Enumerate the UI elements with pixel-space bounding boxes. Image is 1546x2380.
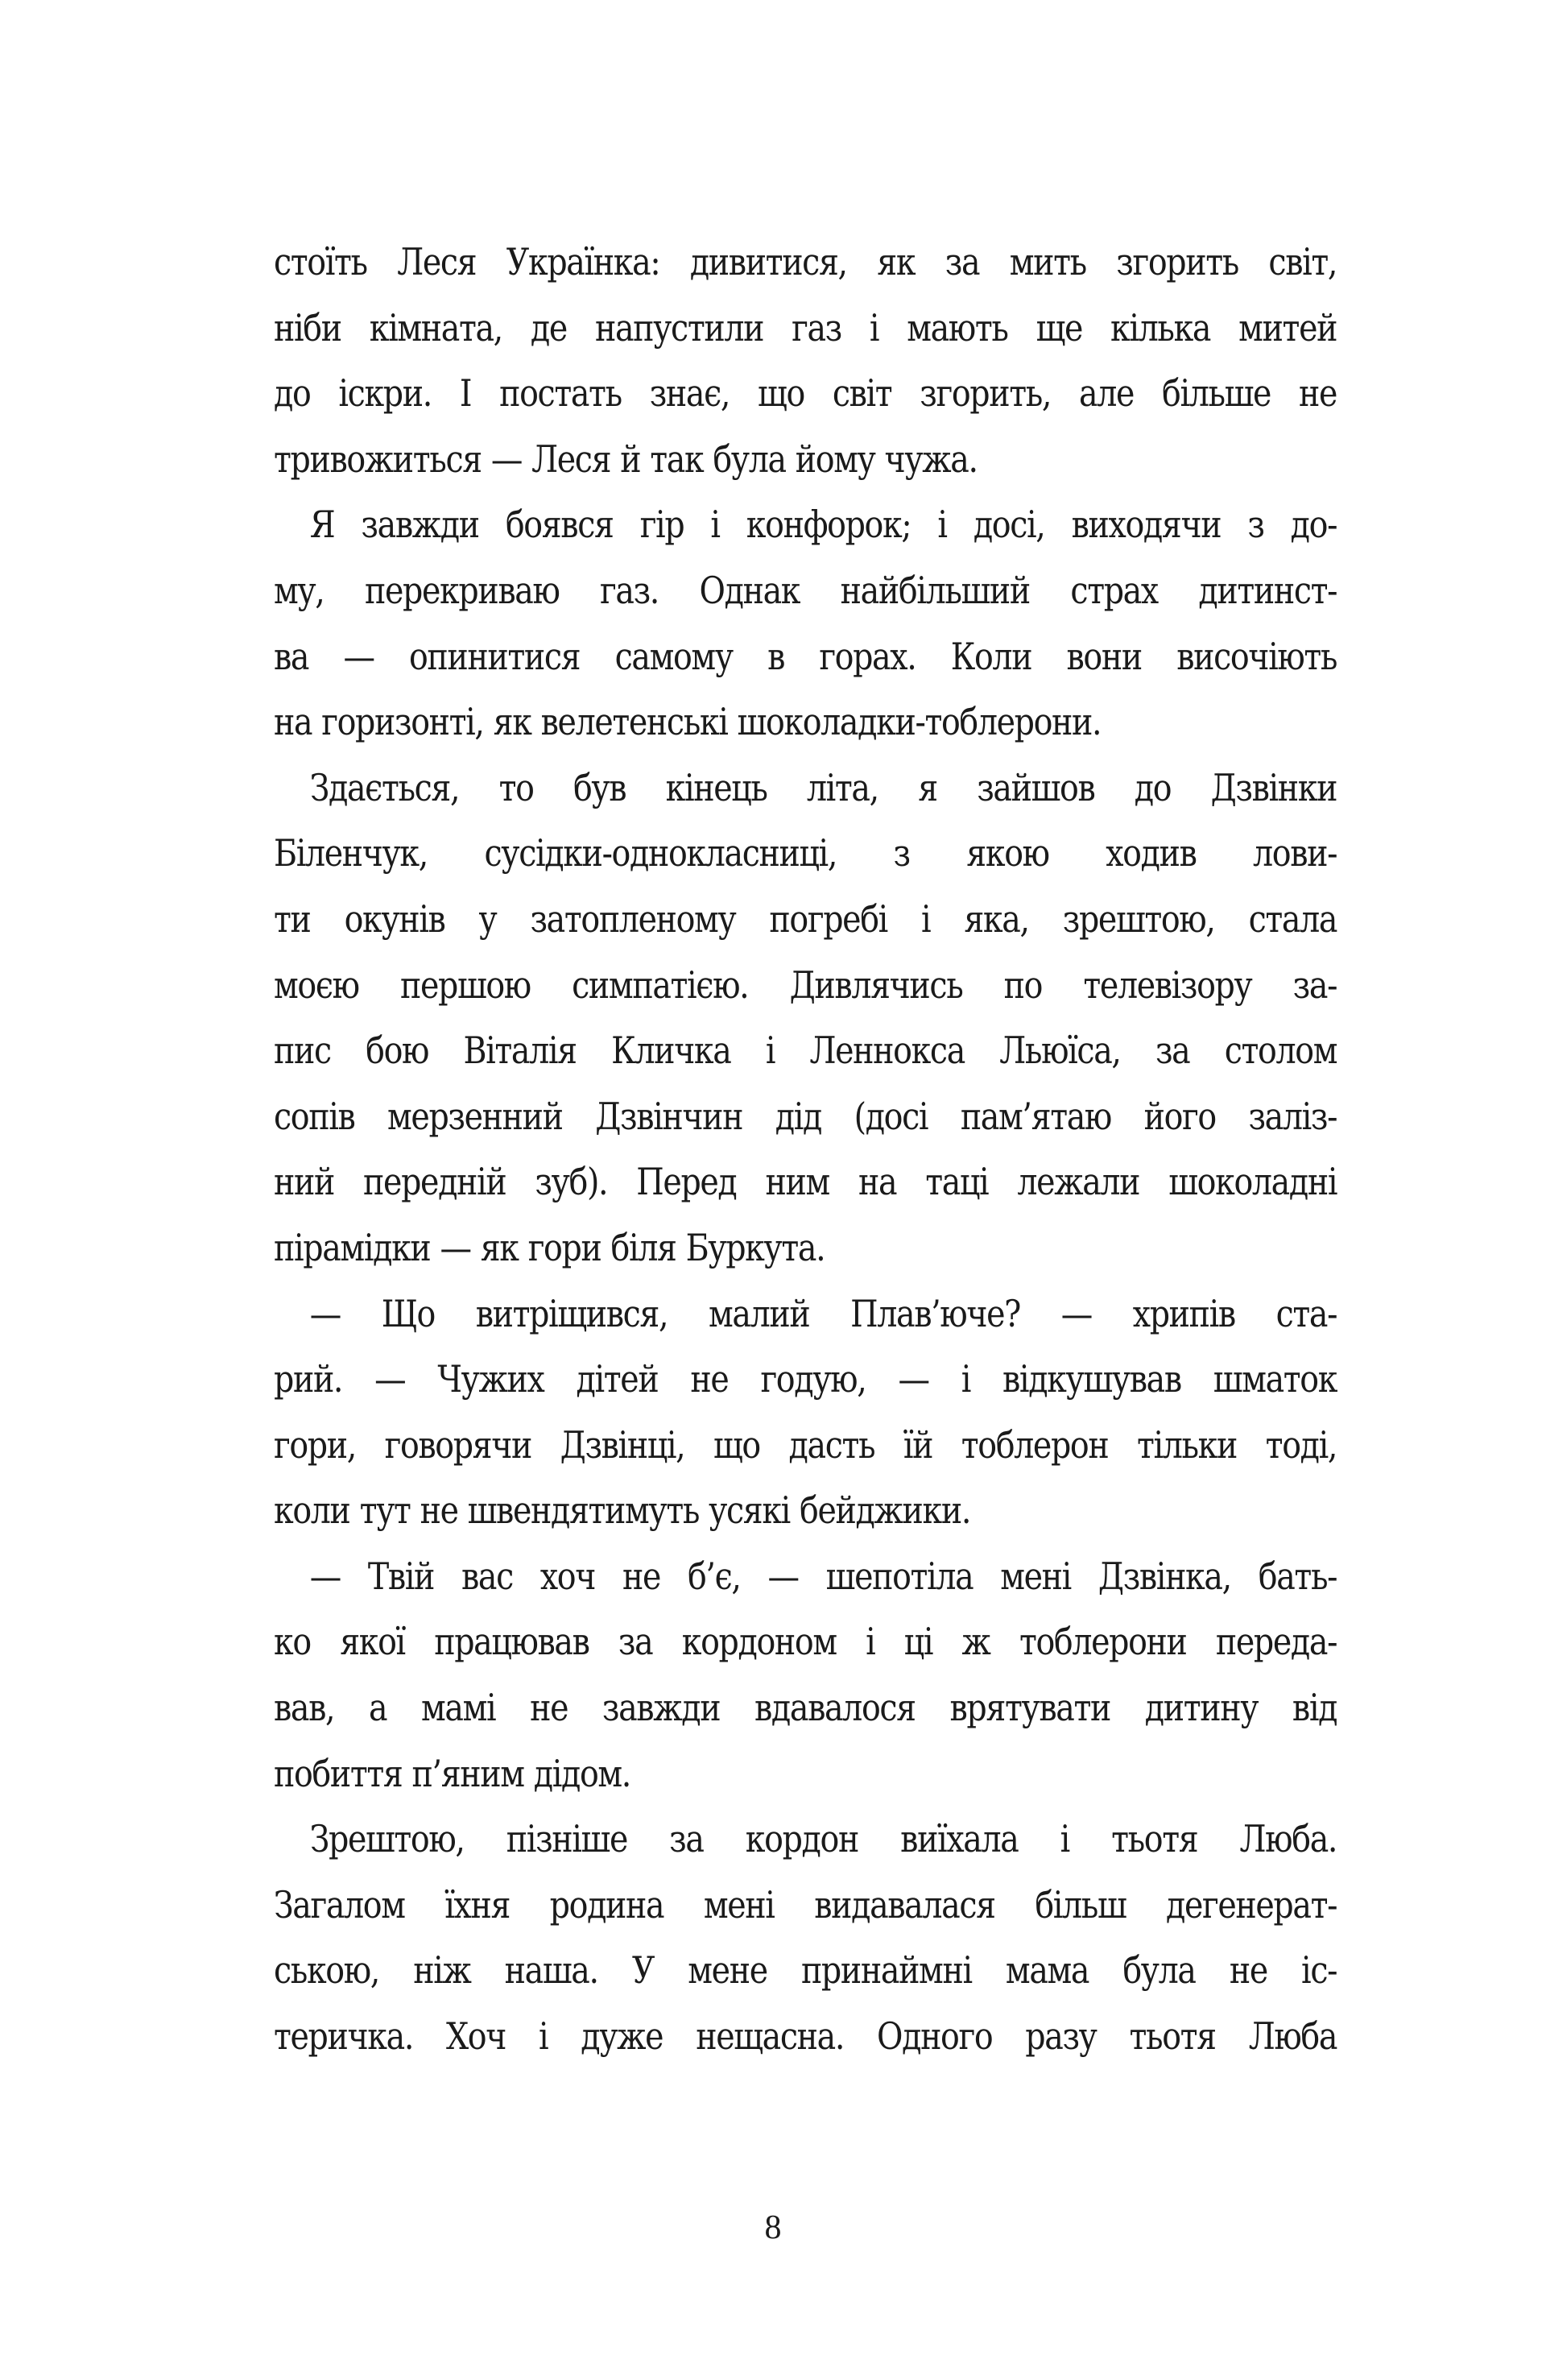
text-line: Загалом їхня родина мені видавалася більш дегенерат- (274, 1882, 1337, 1927)
paragraph (274, 492, 1337, 755)
paragraph (274, 1807, 1337, 2069)
text-line: пірамідки — як гори біля Буркута. (274, 1225, 825, 1269)
text-line: ською, ніж наша. У мене принаймні мама була не іс- (274, 1948, 1337, 1993)
text-line: — Що витріщився, малий Плав’юче? — хрипів ста- (309, 1291, 1337, 1335)
text-line: Я завжди боявся гір і конфорок; і досі, виходячи з до- (309, 503, 1337, 547)
text-line: стоїть Леся Українка: дивитися, як за мить згорить світ, (274, 240, 1337, 284)
text-line: сопів мерзенний Дзвінчин дід (досі пам’ятаю його заліз- (274, 1094, 1337, 1138)
text-line: тривожиться — Леся й так була йому чужа. (274, 437, 978, 481)
text-line: ніби кімната, де напустили газ і мають ще кілька митей (274, 305, 1337, 350)
text-line: Біленчук, сусідки-однокласниці, з якою ходив лови- (274, 831, 1337, 875)
text-line: побиття п’яним дідом. (274, 1751, 631, 1795)
paragraph (274, 1544, 1337, 1807)
text-line: Зрештою, пізніше за кордон виїхала і тьотя Люба. (309, 1817, 1337, 1861)
text-line: теричка. Хоч і дуже нещасна. Одного разу тьотя Люба (274, 2014, 1337, 2059)
text-line: ва — опинитися самому в горах. Коли вони височіють (274, 634, 1337, 678)
text-line: до іскри. І постать знає, що світ згорить, але більше не (274, 371, 1337, 416)
text-line: ти окунів у затопленому погребі і яка, зрештою, стала (274, 896, 1337, 941)
text-line: — Твій вас хоч не б’є, — шепотіла мені Дзвінка, бать- (309, 1554, 1337, 1598)
text-line: пис бою Віталія Кличка і Леннокса Льюїса, за столом (274, 1029, 1337, 1073)
paragraph (274, 755, 1337, 1281)
text-line: ко якої працював за кордоном і ці ж тоблерони переда- (274, 1620, 1337, 1664)
paragraph (274, 230, 1337, 492)
text-line: на горизонті, як велетенські шоколадки-тоблерони. (274, 700, 1102, 744)
text-line: вав, а мамі не завжди вдавалося врятувати дитину від (274, 1686, 1337, 1730)
body-text (274, 230, 1337, 2070)
text-line: ний передній зуб). Перед ним на таці лежали шоколадні (274, 1160, 1337, 1204)
page-number: 8 (764, 2209, 782, 2246)
text-line: му, перекриваю газ. Однак найбільший страх дитинст- (274, 568, 1337, 612)
text-line: Здається, то був кінець літа, я зайшов до Дзвінки (309, 765, 1337, 809)
text-line: гори, говорячи Дзвінці, що дасть їй тоблерон тільки тоді, (274, 1422, 1337, 1467)
text-line: рий. — Чужих дітей не годую, — і відкушував шматок (274, 1357, 1337, 1401)
paragraph (274, 1281, 1337, 1544)
text-line: коли тут не швендятимуть усякі бейджики. (274, 1488, 971, 1533)
text-line: моєю першою симпатією. Дивлячись по телевізору за- (274, 962, 1337, 1007)
